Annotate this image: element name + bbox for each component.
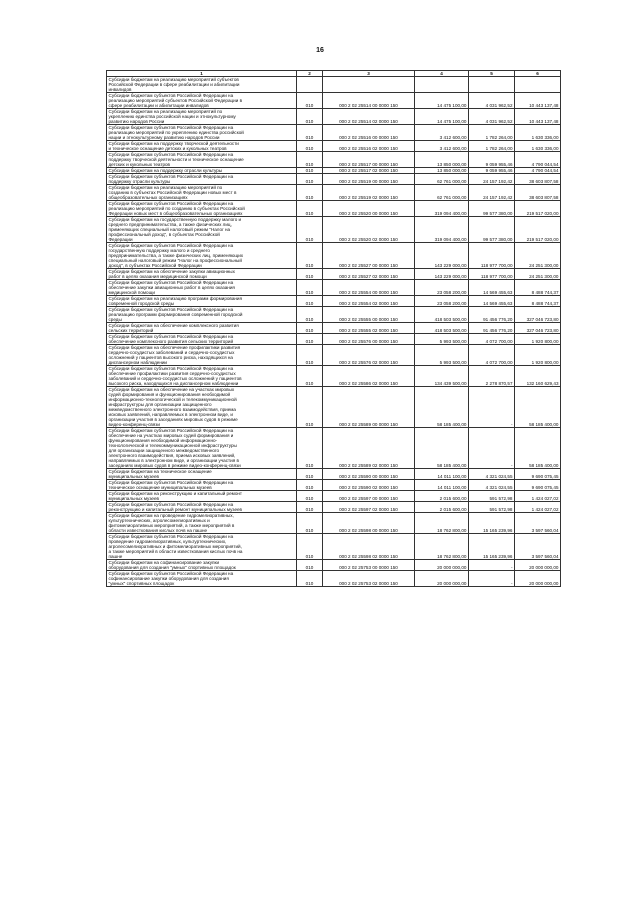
executed-amount: 91 456 776,20 [469, 307, 515, 323]
budget-class-code: 000 2 02 25590 00 0000 150 [323, 469, 415, 480]
approved-amount: 14 475 100,00 [415, 109, 469, 125]
approved-amount: 143 229 000,00 [415, 243, 469, 269]
remaining-amount [515, 77, 561, 93]
budget-class-code: 000 2 02 25516 00 0000 150 [323, 125, 415, 141]
column-number: 1 [107, 71, 297, 77]
executed-amount: - [469, 387, 515, 428]
remaining-amount: 1 630 336,00 [515, 125, 561, 141]
approved-amount: 3 412 600,00 [415, 125, 469, 141]
row-description: Субсидии бюджетам на обеспечение на участках мировых судей формирования и функционирования необходимой информационно-технологической и телекоммуникационной инфраструктуры для организации защищенного межведомственного электронного взаимодействия, приема исковых заявлений, направляемых в электронном виде, и организации участия в заседаниях мировых судов в режиме видео-конференц-связи [107, 387, 297, 428]
budget-class-code: 000 2 02 25517 00 0000 150 [323, 152, 415, 168]
table-row [107, 345, 561, 366]
budget-class-code: 000 2 02 25597 02 0000 150 [323, 502, 415, 513]
budget-class-code: 000 2 02 25554 02 0000 150 [323, 296, 415, 307]
row-code: 010 [297, 428, 323, 469]
executed-amount: 99 577 380,00 [469, 201, 515, 217]
row-code: 010 [297, 323, 323, 334]
budget-class-code: 000 2 02 25517 02 0000 150 [323, 168, 415, 174]
table-row [107, 469, 561, 480]
remaining-amount: 219 517 020,00 [515, 217, 561, 243]
row-code: 010 [297, 334, 323, 345]
row-description: Субсидии бюджетам субъектов Российской Федерации на реализацию мероприятий субъектов Российской Федерации в сфере реабилитации и абилитации инвалидов [107, 93, 297, 109]
row-code: 010 [297, 141, 323, 152]
approved-amount: 58 185 400,00 [415, 428, 469, 469]
row-description: Субсидии бюджетам на обеспечение профилактики развития сердечно-сосудистых заболеваний и сердечно-сосудистых осложнений у пациентов высокого риска, находящихся на диспансерном наблюдении [107, 345, 297, 366]
budget-class-code: 000 2 02 25589 02 0000 150 [323, 428, 415, 469]
executed-amount: 4 072 700,00 [469, 334, 515, 345]
approved-amount: 5 993 500,00 [415, 345, 469, 366]
row-description: Субсидии бюджетам субъектов Российской Федерации на поддержку творческой деятельности и техническое оснащение детских и кукольных театров [107, 152, 297, 168]
remaining-amount: 24 251 300,00 [515, 269, 561, 280]
table-row [107, 334, 561, 345]
row-code: 010 [297, 152, 323, 168]
approved-amount: 20 000 000,00 [415, 560, 469, 571]
remaining-amount: 1 630 336,00 [515, 141, 561, 152]
row-description: Субсидии бюджетам субъектов Российской Федерации на обеспечение комплексного развития сельских территорий [107, 334, 297, 345]
row-description: Субсидии бюджетам на софинансирование закупки оборудования для создания "умных" спортивных площадок [107, 560, 297, 571]
executed-amount: - [469, 428, 515, 469]
row-code: 010 [297, 280, 323, 296]
column-number: 2 [297, 71, 323, 77]
table-row [107, 109, 561, 125]
approved-amount: 18 762 800,00 [415, 513, 469, 534]
row-code: 010 [297, 296, 323, 307]
row-description: Субсидии бюджетам субъектов Российской Федерации на государственную поддержку малого и среднего предпринимательства, а также физических лиц, применяющих специальный налоговый режим "Налог на профессиональный доход", в субъектах Российской Федерации [107, 243, 297, 269]
approved-amount: 58 185 400,00 [415, 387, 469, 428]
row-code: 010 [297, 491, 323, 502]
remaining-amount: 1 920 800,00 [515, 334, 561, 345]
budget-class-code: 000 2 02 25589 00 0000 150 [323, 387, 415, 428]
row-description: Субсидии бюджетам на проведение гидромелиоративных, культуртехнических, агролесомелиоративных и фитомелиоративных мероприятий, а также мероприятий в области известкования кислых почв на пашне [107, 513, 297, 534]
row-description: Субсидии бюджетам на государственную поддержку малого и среднего предпринимательства, а также физических лиц, применяющих специальный налоговый режим "Налог на профессиональный доход", в субъектах Российской Федерации [107, 217, 297, 243]
remaining-amount: 4 790 044,54 [515, 168, 561, 174]
row-code: 010 [297, 387, 323, 428]
table-row [107, 217, 561, 243]
executed-amount: 9 059 955,46 [469, 168, 515, 174]
table-row [107, 307, 561, 323]
executed-amount: - [469, 571, 515, 587]
row-description: Субсидии бюджетам на реконструкцию и капитальный ремонт муниципальных музеев [107, 491, 297, 502]
executed-amount: 1 782 264,00 [469, 125, 515, 141]
remaining-amount: 1 424 027,02 [515, 502, 561, 513]
approved-amount: 5 993 500,00 [415, 334, 469, 345]
page-number: 16 [316, 47, 324, 54]
approved-amount: 14 011 100,00 [415, 480, 469, 491]
row-code: 010 [297, 185, 323, 201]
approved-amount: 3 412 600,00 [415, 141, 469, 152]
approved-amount: 23 058 200,00 [415, 280, 469, 296]
executed-amount: 24 157 192,42 [469, 174, 515, 185]
row-code: 010 [297, 469, 323, 480]
row-description: Субсидии бюджетам на реализацию мероприятий по укреплению единства российской нации и этнокультурному развитию народов России [107, 109, 297, 125]
approved-amount: 23 058 200,00 [415, 296, 469, 307]
column-number: 4 [415, 71, 469, 77]
budget-class-code: 000 2 02 25576 00 0000 150 [323, 334, 415, 345]
table-row [107, 323, 561, 334]
column-number: 5 [469, 71, 515, 77]
remaining-amount: 132 160 629,43 [515, 366, 561, 387]
row-code: 010 [297, 513, 323, 534]
budget-class-code: 000 2 02 25576 02 0000 150 [323, 345, 415, 366]
executed-amount: 24 157 192,42 [469, 185, 515, 201]
approved-amount: 418 503 500,00 [415, 323, 469, 334]
budget-class-code: 000 2 02 25519 00 0000 150 [323, 174, 415, 185]
row-description: Субсидии бюджетам субъектов Российской Федерации на реконструкцию и капитальный ремонт муниципальных музеев [107, 502, 297, 513]
table-row [107, 560, 561, 571]
table-row [107, 513, 561, 534]
row-description: Субсидии бюджетам на обеспечение закупки авиационных работ в целях оказания медицинской помощи [107, 269, 297, 280]
remaining-amount: 9 690 075,45 [515, 480, 561, 491]
remaining-amount: 8 488 744,37 [515, 296, 561, 307]
approved-amount: 134 439 500,00 [415, 366, 469, 387]
remaining-amount: 8 488 744,37 [515, 280, 561, 296]
row-code: 010 [297, 217, 323, 243]
budget-class-code: 000 2 02 25753 00 0000 150 [323, 560, 415, 571]
row-code [297, 77, 323, 93]
remaining-amount: 327 046 723,80 [515, 307, 561, 323]
row-description: Субсидии бюджетам на реализацию мероприятий субъектов Российской Федерации в сфере реабилитации и абилитации инвалидов [107, 77, 297, 93]
approved-amount: 20 000 000,00 [415, 571, 469, 587]
approved-amount: 2 015 600,00 [415, 502, 469, 513]
table-row [107, 428, 561, 469]
row-description: Субсидии бюджетам субъектов Российской Федерации на реализацию мероприятий по созданию в субъектах Российской Федерации новых мест в общеобразовательных организациях [107, 201, 297, 217]
remaining-amount: 3 597 560,04 [515, 513, 561, 534]
executed-amount: 14 569 455,63 [469, 280, 515, 296]
table-row [107, 125, 561, 141]
table-row [107, 243, 561, 269]
table-row [107, 141, 561, 152]
budget-table [106, 70, 561, 587]
table-row [107, 387, 561, 428]
table-row [107, 502, 561, 513]
budget-class-code: 000 2 02 25520 00 0000 150 [323, 201, 415, 217]
table-row [107, 93, 561, 109]
row-description: Субсидии бюджетам на реализацию программ формирования современной городской среды [107, 296, 297, 307]
budget-class-code: 000 2 02 25554 00 0000 150 [323, 280, 415, 296]
row-description: Субсидии бюджетам на реализацию мероприятий по созданию в субъектах Российской Федерации новых мест в общеобразовательных организациях [107, 185, 297, 201]
remaining-amount: 24 251 300,00 [515, 243, 561, 269]
executed-amount: 15 165 239,96 [469, 534, 515, 560]
budget-class-code: 000 2 02 25514 00 0000 150 [323, 93, 415, 109]
budget-class-code: 000 2 02 25527 02 0000 150 [323, 269, 415, 280]
table-row [107, 480, 561, 491]
table-row [107, 185, 561, 201]
budget-class-code: 000 2 02 25598 00 0000 150 [323, 513, 415, 534]
budget-class-code: 000 2 02 25598 02 0000 150 [323, 534, 415, 560]
row-code: 010 [297, 502, 323, 513]
executed-amount: 14 569 455,63 [469, 296, 515, 307]
remaining-amount: 20 000 000,00 [515, 571, 561, 587]
executed-amount: 4 321 024,55 [469, 480, 515, 491]
budget-class-code: 000 2 02 25597 00 0000 150 [323, 491, 415, 502]
table-row [107, 571, 561, 587]
remaining-amount: 1 920 800,00 [515, 345, 561, 366]
remaining-amount: 38 603 807,58 [515, 174, 561, 185]
row-description: Субсидии бюджетам на обеспечение комплексного развития сельских территорий [107, 323, 297, 334]
row-code: 010 [297, 571, 323, 587]
remaining-amount: 1 424 027,02 [515, 491, 561, 502]
row-code: 010 [297, 345, 323, 366]
executed-amount: 4 031 962,52 [469, 93, 515, 109]
row-description: Субсидии бюджетам субъектов Российской Федерации на софинансирование закупки оборудования для создания "умных" спортивных площадок [107, 571, 297, 587]
remaining-amount: 10 443 137,48 [515, 109, 561, 125]
table-row [107, 296, 561, 307]
row-code: 010 [297, 93, 323, 109]
budget-class-code: 000 2 02 25753 02 0000 150 [323, 571, 415, 587]
executed-amount: 591 572,98 [469, 502, 515, 513]
row-code: 010 [297, 534, 323, 560]
remaining-amount: 219 517 020,00 [515, 201, 561, 217]
remaining-amount: 10 443 137,48 [515, 93, 561, 109]
remaining-amount: 20 000 000,00 [515, 560, 561, 571]
row-description: Субсидии бюджетам субъектов Российской Федерации на обеспечение закупки авиационных работ в целях оказания медицинской помощи [107, 280, 297, 296]
table-row [107, 534, 561, 560]
approved-amount: 13 850 000,00 [415, 168, 469, 174]
remaining-amount: 327 046 723,80 [515, 323, 561, 334]
row-code: 010 [297, 269, 323, 280]
budget-class-code: 000 2 02 25520 02 0000 150 [323, 217, 415, 243]
executed-amount: 99 577 380,00 [469, 217, 515, 243]
table-body [107, 77, 561, 587]
approved-amount: 14 475 100,00 [415, 93, 469, 109]
table-row [107, 491, 561, 502]
approved-amount: 143 229 000,00 [415, 269, 469, 280]
approved-amount: 62 761 000,00 [415, 185, 469, 201]
approved-amount: 62 761 000,00 [415, 174, 469, 185]
row-code: 010 [297, 243, 323, 269]
executed-amount: 2 278 870,57 [469, 366, 515, 387]
remaining-amount: 4 790 044,54 [515, 152, 561, 168]
approved-amount: 14 011 100,00 [415, 469, 469, 480]
approved-amount: 18 762 800,00 [415, 534, 469, 560]
row-description: Субсидии бюджетам субъектов Российской Федерации на реализацию программ формирования современной городской среды [107, 307, 297, 323]
row-description: Субсидии бюджетам субъектов Российской Федерации на обеспечение на участках мировых судей формирования и функционирования необходимой информационно- технологической и телекоммуникационной инфраструктуры для организации защищенного межведомственного электронного взаимодействия, приема исковых заявлений, направляемых в электронном виде, и организации участия в заседаниях мировых судов в режиме видео-конференц-связи [107, 428, 297, 469]
approved-amount: 418 503 500,00 [415, 307, 469, 323]
executed-amount: 1 782 264,00 [469, 141, 515, 152]
table-row [107, 77, 561, 93]
remaining-amount: 38 603 807,58 [515, 185, 561, 201]
row-description: Субсидии бюджетам на техническое оснащение муниципальных музеев [107, 469, 297, 480]
approved-amount: 2 015 600,00 [415, 491, 469, 502]
remaining-amount: 58 185 400,00 [515, 387, 561, 428]
executed-amount: 118 977 700,00 [469, 269, 515, 280]
column-number: 3 [323, 71, 415, 77]
approved-amount [415, 77, 469, 93]
budget-class-code: 000 2 02 25519 02 0000 150 [323, 185, 415, 201]
executed-amount: 91 456 776,20 [469, 323, 515, 334]
budget-class-code: 000 2 02 25586 02 0000 150 [323, 366, 415, 387]
executed-amount: 118 977 700,00 [469, 243, 515, 269]
executed-amount: 9 059 955,46 [469, 152, 515, 168]
row-description: Субсидии бюджетам субъектов Российской Федерации на проведение гидромелиоративных, культуртехнических, агролесомелиоративных и фитомелиоративных мероприятий, а также мероприятий в области известкования кислых почв на пашне [107, 534, 297, 560]
budget-class-code: 000 2 02 25527 00 0000 150 [323, 243, 415, 269]
executed-amount: 4 031 962,52 [469, 109, 515, 125]
table-row [107, 366, 561, 387]
approved-amount: 13 850 000,00 [415, 152, 469, 168]
table-row [107, 152, 561, 168]
remaining-amount: 3 597 560,04 [515, 534, 561, 560]
row-description: Субсидии бюджетам на поддержку отрасли культуры [107, 168, 297, 174]
row-description: Субсидии бюджетам на поддержку творческой деятельности и техническое оснащение детских и кукольных театров [107, 141, 297, 152]
budget-class-code: 000 2 02 25514 02 0000 150 [323, 109, 415, 125]
table-row [107, 280, 561, 296]
row-code: 010 [297, 201, 323, 217]
row-code: 010 [297, 560, 323, 571]
executed-amount: 591 572,98 [469, 491, 515, 502]
row-description: Субсидии бюджетам субъектов Российской Федерации на обеспечение профилактики развития сердечно-сосудистых заболеваний и сердечно-сосудистых осложнений у пациентов высокого риска, находящихся на диспансерном наблюдении [107, 366, 297, 387]
executed-amount: 15 165 239,96 [469, 513, 515, 534]
executed-amount [469, 77, 515, 93]
approved-amount: 319 094 400,00 [415, 201, 469, 217]
row-code: 010 [297, 307, 323, 323]
row-code: 010 [297, 109, 323, 125]
remaining-amount: 58 185 400,00 [515, 428, 561, 469]
table-row [107, 269, 561, 280]
row-description: Субсидии бюджетам субъектов Российской Федерации на поддержку отрасли культуры [107, 174, 297, 185]
row-code: 010 [297, 366, 323, 387]
table-row [107, 201, 561, 217]
remaining-amount: 9 690 075,45 [515, 469, 561, 480]
approved-amount: 319 094 400,00 [415, 217, 469, 243]
row-code: 010 [297, 480, 323, 491]
row-description: Субсидии бюджетам субъектов Российской Федерации на реализацию мероприятий по укреплению единства российской нации и этнокультурному развитию народов России [107, 125, 297, 141]
executed-amount: - [469, 560, 515, 571]
row-code: 010 [297, 174, 323, 185]
executed-amount: 4 072 700,00 [469, 345, 515, 366]
column-number: 6 [515, 71, 561, 77]
budget-class-code [323, 77, 415, 93]
executed-amount: 4 321 024,55 [469, 469, 515, 480]
row-description: Субсидии бюджетам субъектов Российской Федерации на техническое оснащение муниципальных музеев [107, 480, 297, 491]
budget-class-code: 000 2 02 25590 02 0000 150 [323, 480, 415, 491]
budget-class-code: 000 2 02 25516 02 0000 150 [323, 141, 415, 152]
row-code: 010 [297, 168, 323, 174]
budget-class-code: 000 2 02 25555 00 0000 150 [323, 307, 415, 323]
table-row [107, 174, 561, 185]
budget-class-code: 000 2 02 25555 02 0000 150 [323, 323, 415, 334]
row-code: 010 [297, 125, 323, 141]
